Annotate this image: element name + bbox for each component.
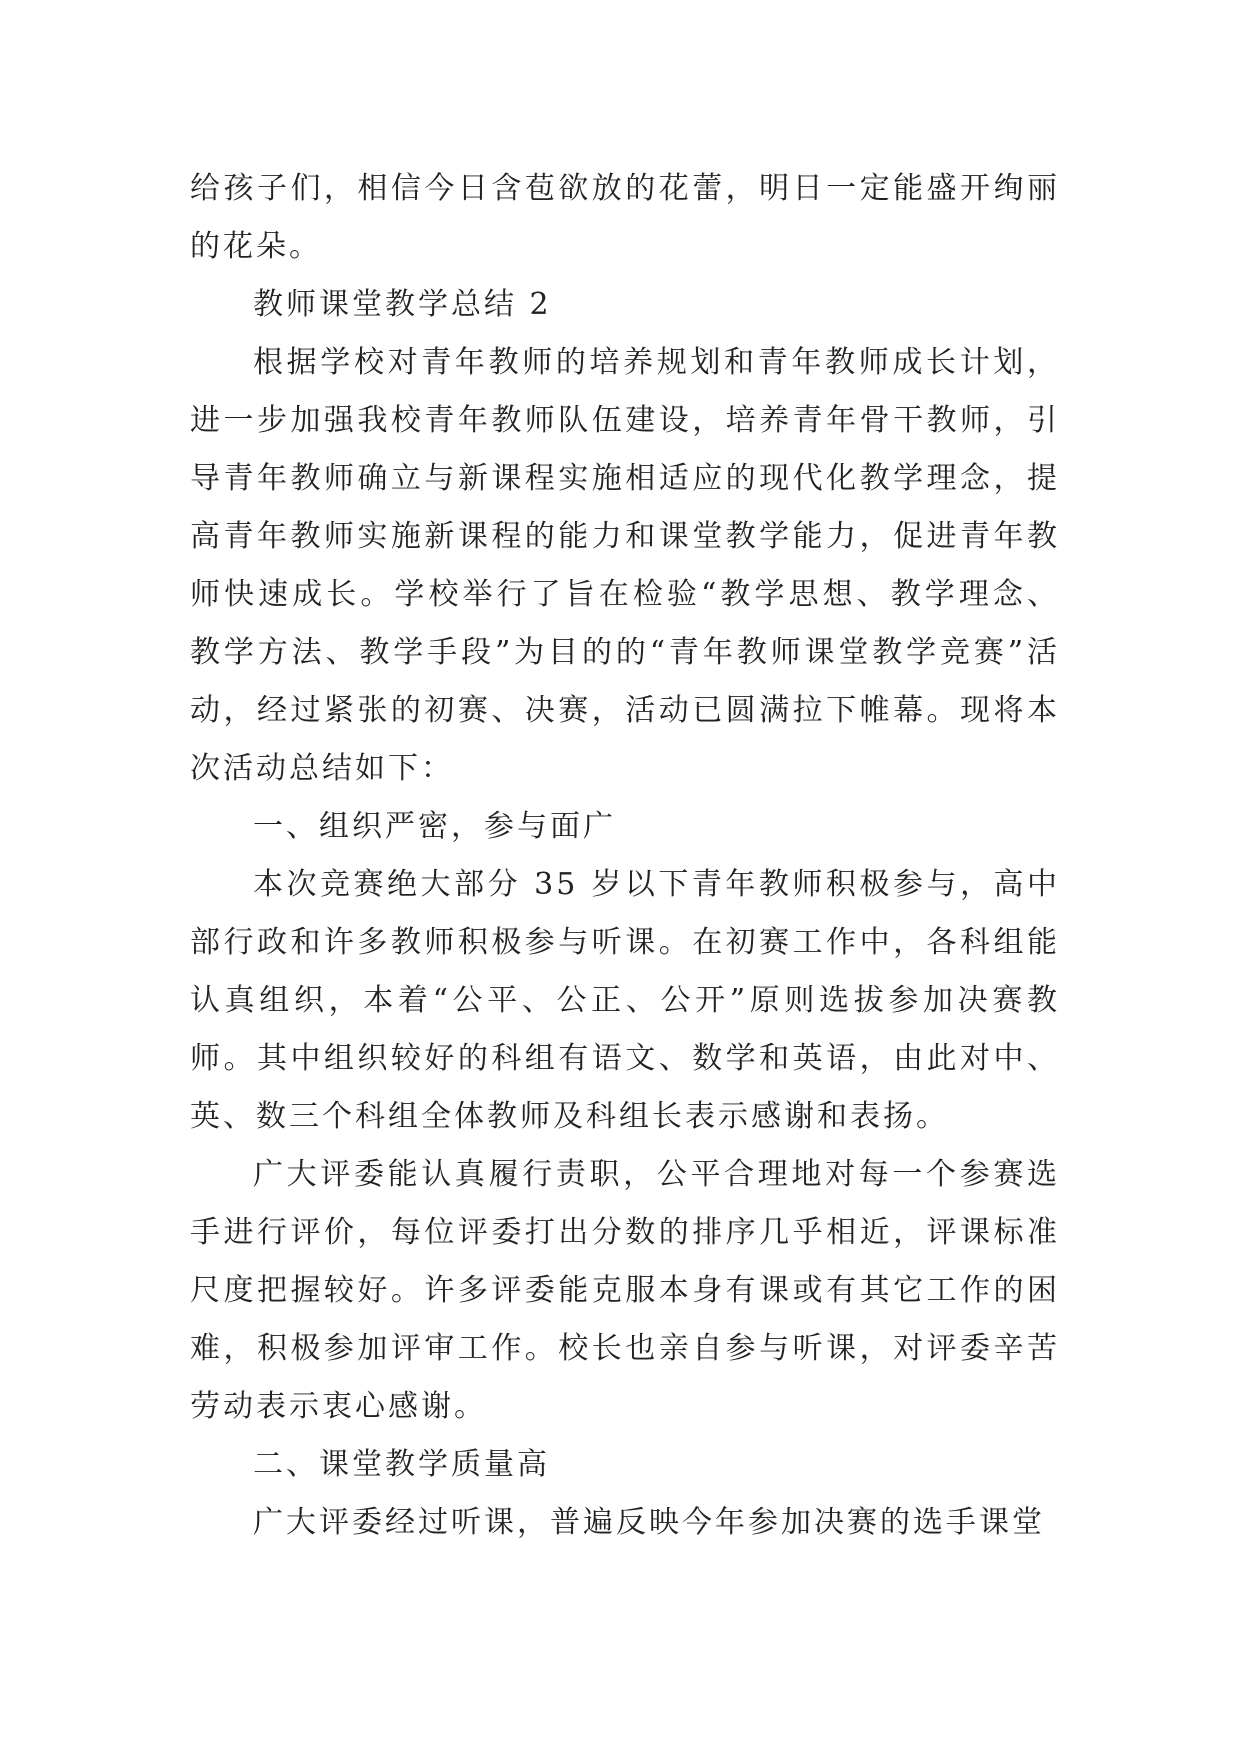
section-heading-summary-2: 教师课堂教学总结 2	[253, 287, 552, 322]
paragraph-intro: 根据学校对青年教师的培养规划和青年教师成长计划，进一步加强我校青年教师队伍建设，培养青年骨干教师，引导青年教师确立与新课程实施相适应的现代化教学理念，提高青年教师实施新课程的能力和课堂教学能力，促进青年教师快速成长。学校举行了旨在检验“教学思想、教学理念、教学方法、教学手段”为目的的“青年教师课堂教学竞赛”活动，经过紧张的初赛、决赛，活动已圆满拉下帷幕。现将本次活动总结如下：	[190, 345, 1060, 786]
paragraph-continuation: 给孩子们，相信今日含苞欲放的花蕾，明日一定能盛开绚丽的花朵。	[190, 171, 1060, 264]
paragraph-quality: 广大评委经过听课，普遍反映今年参加决赛的选手课堂	[253, 1505, 1045, 1540]
document-body	[190, 160, 1060, 1552]
subheading-teaching-quality: 二、课堂教学质量高	[253, 1447, 550, 1482]
paragraph-judges: 广大评委能认真履行责职，公平合理地对每一个参赛选手进行评价，每位评委打出分数的排序几乎相近，评课标准尺度把握较好。许多评委能克服本身有课或有其它工作的困难，积极参加评审工作。校长也亲自参与听课，对评委辛苦劳动表示衷心感谢。	[190, 1157, 1060, 1424]
subheading-organization: 一、组织严密，参与面广	[253, 809, 616, 844]
paragraph-participation: 本次竞赛绝大部分 35 岁以下青年教师积极参与，高中部行政和许多教师积极参与听课。在初赛工作中，各科组能认真组织，本着“公平、公正、公开”原则选拔参加决赛教师。其中组织较好的科组有语文、数学和英语，由此对中、英、数三个科组全体教师及科组长表示感谢和表扬。	[190, 867, 1060, 1134]
